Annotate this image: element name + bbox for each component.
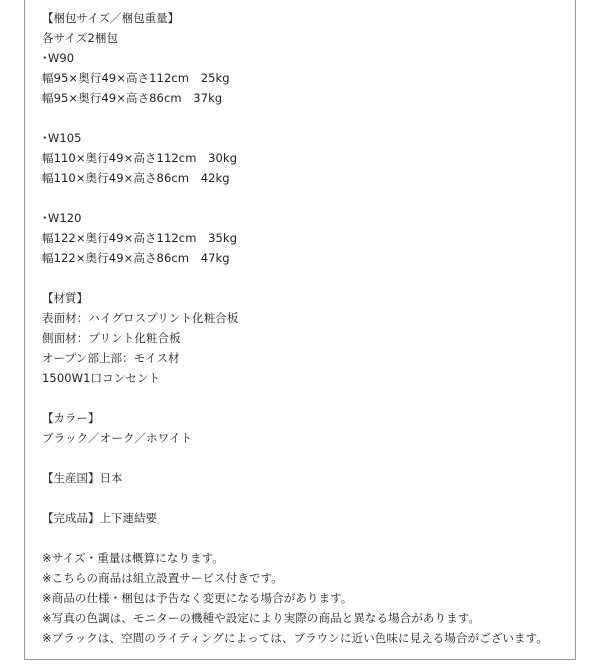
spacer [42,268,562,288]
w120-row-2: 幅122×奥行49×高さ86cm 47kg [42,251,230,265]
spacer [42,188,562,208]
material-item: 表面材：ハイグロスプリント化粧合板 [42,311,239,325]
material-item: 側面材：プリント化粧合板 [42,331,181,345]
spacer [42,448,562,468]
spacer [42,388,562,408]
color-value: ブラック／オーク／ホワイト [42,431,193,445]
spacer [42,108,562,128]
w105-row-1: 幅110×奥行49×高さ112cm 30kg [42,151,238,165]
w120-label: ･W120 [42,211,82,225]
material-item: オープン部上部：モイス材 [42,351,180,365]
color-heading: 【カラー】 [42,411,100,425]
w90-row-1: 幅95×奥行49×高さ112cm 25kg [42,71,230,85]
assembly-line: 【完成品】上下連結要 [42,511,157,525]
spacer [42,488,562,508]
note-item: ※ブラックは、空間のライティングによっては、ブラウンに近い色味に見える場合がございます。 [42,631,548,645]
w90-row-2: 幅95×奥行49×高さ86cm 37kg [42,91,223,105]
material-heading: 【材質】 [42,291,88,305]
note-item: ※こちらの商品は組立設置サービス付きです。 [42,571,283,585]
product-spec-content [42,8,562,648]
material-item: 1500W1口コンセント [42,371,161,385]
note-item: ※写真の色調は、モニターの機種や設定により実際の商品と異なる場合があります。 [42,611,481,625]
w90-label: ･W90 [42,51,75,65]
spacer [42,528,562,548]
package-note: 各サイズ2梱包 [42,31,119,45]
w120-row-1: 幅122×奥行49×高さ112cm 35kg [42,231,238,245]
w105-label: ･W105 [42,131,82,145]
origin-line: 【生産国】日本 [42,471,123,485]
package-heading: 【梱包サイズ／梱包重量】 [42,11,180,25]
note-item: ※商品の仕様・梱包は予告なく変更になる場合があります。 [42,591,353,605]
w105-row-2: 幅110×奥行49×高さ86cm 42kg [42,171,230,185]
note-item: ※サイズ・重量は概算になります。 [42,551,224,565]
